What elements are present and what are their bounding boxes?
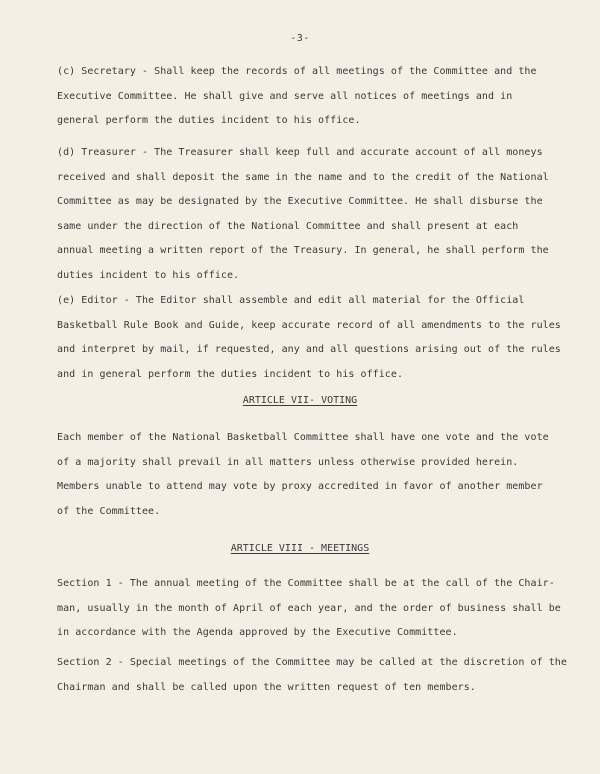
text-line: (c) Secretary - Shall keep the records of all meetings of the Committee and the [57, 66, 537, 77]
heading-text: ARTICLE VIII - MEETINGS [230, 543, 370, 554]
text-line: same under the direction of the National Committee and shall present at each [57, 220, 519, 232]
text-line: received and shall deposit the same in the name and to the credit of the National [57, 171, 549, 183]
text-line: annual meeting a written report of the Treasury. In general, he shall perform the [57, 245, 549, 256]
text-line: in accordance with the Agenda approved by the Executive Committee. [57, 627, 458, 638]
page-number: -3- [290, 33, 310, 44]
text-line: Executive Committee. He shall give and serve all notices of meetings and in [57, 90, 513, 102]
voting-paragraph [57, 432, 547, 530]
text-line: Chairman and shall be called upon the written request of ten members. [57, 681, 476, 693]
text-line: and in general perform the duties incident to his office. [57, 368, 404, 380]
text-line: Section 1 - The annual meeting of the Committee shall be at the call of the Chair- [57, 578, 555, 589]
text-line: (e) Editor - The Editor shall assemble and edit all material for the Official [57, 295, 525, 306]
text-line: (d) Treasurer - The Treasurer shall keep full and accurate account of all moneys [57, 147, 543, 158]
section-1-paragraph [57, 578, 561, 652]
text-line: man, usually in the month of April of each year, and the order of business shall be [57, 602, 561, 614]
treasurer-paragraph [57, 147, 547, 294]
text-line: duties incident to his office. [57, 269, 240, 281]
article-viii-heading [0, 543, 600, 554]
text-line: and interpret by mail, if requested, any and all questions arising out of the rules [57, 344, 561, 355]
text-line: general perform the duties incident to his office. [57, 115, 361, 126]
section-2-paragraph [57, 657, 567, 706]
text-line: Committee as may be designated by the Executive Committee. He shall disburse the [57, 196, 543, 207]
text-line: Each member of the National Basketball Committee shall have one vote and the vote [57, 432, 549, 443]
heading-text: ARTICLE VII- VOTING [242, 395, 358, 406]
text-line: Members unable to attend may vote by proxy accredited in favor of another member [57, 481, 543, 492]
text-line: Basketball Rule Book and Guide, keep accurate record of all amendments to the rules [57, 319, 561, 331]
text-line: of the Committee. [57, 505, 161, 517]
article-vii-heading [0, 395, 600, 406]
secretary-paragraph [57, 66, 547, 140]
text-line: of a majority shall prevail in all matters unless otherwise provided herein. [57, 456, 519, 468]
editor-paragraph [57, 295, 561, 393]
text-line: Section 2 - Special meetings of the Committee may be called at the discretion of the [57, 657, 567, 668]
